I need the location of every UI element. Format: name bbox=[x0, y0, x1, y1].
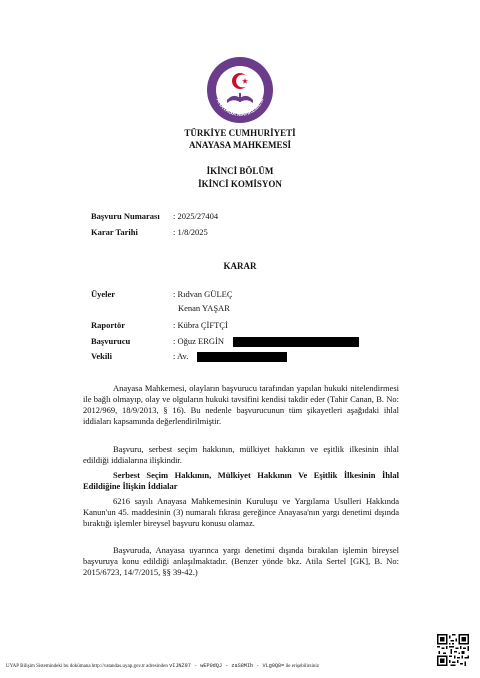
footer-suffix: ile erişebilirsiniz bbox=[285, 664, 319, 669]
members-label: Üyeler bbox=[91, 289, 116, 299]
applicant-label: Başvurucu bbox=[91, 336, 131, 346]
paragraph-3: 6216 sayılı Anayasa Mahkemesinin Kuruluşu ve Yargılama Usulleri Hakkında Kanun'un 45. maddesinin (3) numaralı fıkrası gereğince Anayasa'nın yargı denetimi dışında bıraktığı işlemler bireysel başvuru konusu olamaz. bbox=[83, 496, 399, 528]
attorney-label: Vekili bbox=[91, 351, 112, 361]
footer-prefix: UYAP Bilişim Sistemindeki bu dokümana http://vatandas.uyap.gov.tr adresinden bbox=[6, 664, 168, 669]
footer-verification bbox=[6, 663, 319, 669]
members-value-1: : Rıdvan GÜLEÇ bbox=[173, 289, 233, 299]
decision-date-value: : 1/8/2025 bbox=[173, 227, 208, 237]
redaction-bar bbox=[233, 337, 359, 347]
application-number-label: Başvuru Numarası bbox=[91, 211, 160, 221]
decision-date-label: Karar Tarihi bbox=[91, 227, 138, 237]
footer-code: vIJNZ97 - wEP0dQJ - zaS8MIb - VLg0Q8= bbox=[169, 663, 285, 669]
application-number-value: : 2025/27404 bbox=[173, 211, 219, 221]
document-title: KARAR bbox=[223, 261, 257, 271]
section-heading: Serbest Seçim Hakkının, Mülkiyet Hakkının Ve Eşitlik İlkesinin İhlal Edildiğine İlişkin İddialar bbox=[83, 470, 399, 491]
redaction-bar bbox=[197, 352, 287, 362]
paragraph-2: Başvuru, serbest seçim hakkının, mülkiyet hakkının ve eşitlik ilkesinin ihlal edildiği iddialarına ilişkindir. bbox=[83, 444, 399, 465]
paragraph-4: Başvuruda, Anayasa uyarınca yargı denetimi dışında bırakılan işlemin bireysel başvuruya konu edildiği anlaşılmaktadır. (Benzer yönde bkz. Atila Sertel [GK], B. No: 2015/6723, 14/7/2015, §§ 39-42.) bbox=[83, 545, 399, 577]
header-country: TÜRKİYE CUMHURİYETİ bbox=[184, 128, 296, 138]
svg-text:ANAYASA MAHKEMESİ: ANAYASA MAHKEMESİ bbox=[214, 97, 266, 119]
paragraph-1: Anayasa Mahkemesi, olayların başvurucu tarafından yapılan hukuki nitelendirmesi ile bağlı olmayıp, olay ve olguların hukuki tavsifini kendisi takdir eder (Tahir Canan, B. No: 2012/969, 18/9/2013, § 16). Bu nedenle başvurucunun tüm şikayetleri aşağıdaki ihlal iddiaları kapsamında değerlendirilmiştir. bbox=[83, 383, 399, 426]
rapporteur-label: Raportör bbox=[91, 320, 125, 330]
members-value-2: Kenan YAŞAR bbox=[178, 303, 230, 313]
rapporteur-value: : Kübra ÇİFTÇİ bbox=[173, 320, 228, 330]
seal-tc-text: T.C. bbox=[235, 65, 245, 70]
qr-code bbox=[437, 634, 469, 666]
header-commission: İKİNCİ KOMİSYON bbox=[198, 179, 282, 189]
header-section: İKİNCİ BÖLÜM bbox=[206, 166, 274, 176]
attorney-value: : Av. bbox=[173, 351, 189, 361]
anayasa-mahkemesi-seal bbox=[205, 55, 275, 125]
applicant-value: : Oğuz ERGİN bbox=[173, 336, 224, 346]
header-court: ANAYASA MAHKEMESİ bbox=[188, 140, 292, 150]
